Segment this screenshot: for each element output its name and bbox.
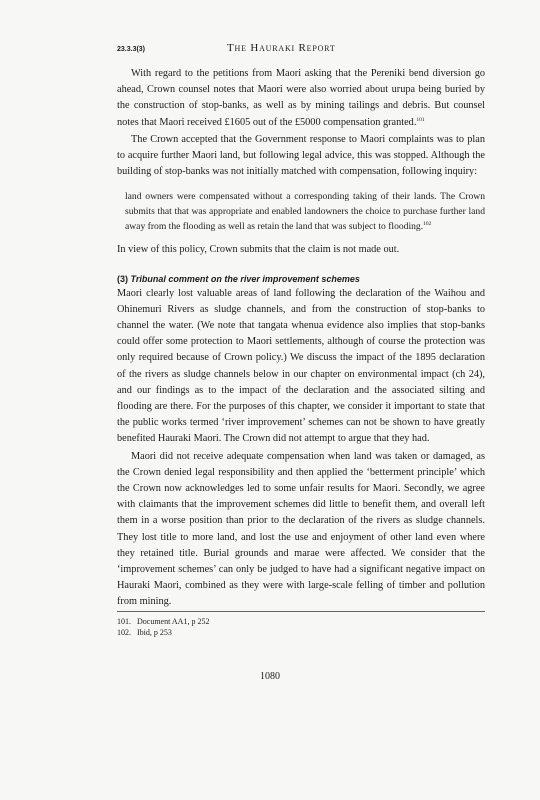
footnote-number: 101. <box>117 617 131 626</box>
block-quote: land owners were compensated without a corresponding taking of their lands. The Crown submits that that was appropriate and enabled landowners the choice to purchase further land away from the flooding as well as retain the land that was subject to flooding.$^{102}$ <box>125 191 485 233</box>
section-heading-number: (3) <box>117 273 128 284</box>
body-text <box>117 66 485 611</box>
footnote-number: 102. <box>117 628 131 637</box>
footnote-ref[interactable]: 102 <box>423 221 432 228</box>
footnote-text: Ibid, p 253 <box>137 628 172 637</box>
footnote-divider <box>117 611 485 612</box>
footnote <box>117 616 485 627</box>
paragraph: Maori did not receive adequate compensation when land was taken or damaged, as the Crown denied legal responsibility and then applied the ‘betterment principle’ which the Crown now acknowledges led to some unfair results for Maori. Secondly, we agree with claimants that the improvement schemes did little to benefit them, and overall left them in a worse position than prior to the declaration of the rivers as sludge channels. They lost title to more land, and lost the use and enjoyment of other land even where they retained title. Burial grounds and marae were affected. We consider that the ‘improvement schemes’ can only be judged to have had a significant negative impact on Hauraki Maori, combined as they were with large-scale felling of timber and pollution from mining. <box>117 450 485 608</box>
footnote <box>117 627 485 638</box>
page-number: 1080 <box>260 671 280 682</box>
section-number: 23.3.3(3) <box>117 46 146 53</box>
paragraph: The Crown accepted that the Government response to Maori complaints was to plan to acquire further Maori land, but following legal advice, this was stopped. Although the building of stop-banks was not initially matched with compensation, following inquiry: <box>117 133 485 178</box>
section-heading <box>117 272 485 286</box>
page-header <box>117 42 485 62</box>
paragraph: In view of this policy, Crown submits that the claim is not made out. <box>117 244 400 256</box>
paragraph: Maori clearly lost valuable areas of land following the declaration of the Waihou and Ohinemuri Rivers as sludge channels, and from the construction of stop-banks to channel the water. (We note that tangata whenua evidence also implies that stop-banks could offer some protection to Maori settlements, although of course the protection was only required because of Crown policy.) We discuss the impact of the 1895 declaration of the rivers as sludge channels below in our chapter on environmental impact (ch 24), and our findings as to the impact of the declaration and the associated silting and flooding are there. For the purposes of this chapter, we consider it important to state that the public works termed ‘river improvement’ schemes can not be shown to have greatly benefited Hauraki Maori. The Crown did not attempt to argue that they had. <box>117 287 485 445</box>
running-title: The Hauraki Report <box>227 42 336 54</box>
footnotes <box>117 616 485 638</box>
paragraph: With regard to the petitions from Maori asking that the Pereniki bend diversion go ahead, Crown counsel notes that Maori were also worried about urupa being buried by the construction of stop-banks, as well as by mining tailings and debris. But counsel notes that Maori received £1605 out of the £5000 compensation granted.$^{101}$ <box>117 68 485 128</box>
footnote-ref[interactable]: 101 <box>416 116 425 123</box>
footnote-text: Document AA1, p 252 <box>137 617 210 626</box>
section-heading-title: Tribunal comment on the river improvement schemes <box>130 273 360 284</box>
